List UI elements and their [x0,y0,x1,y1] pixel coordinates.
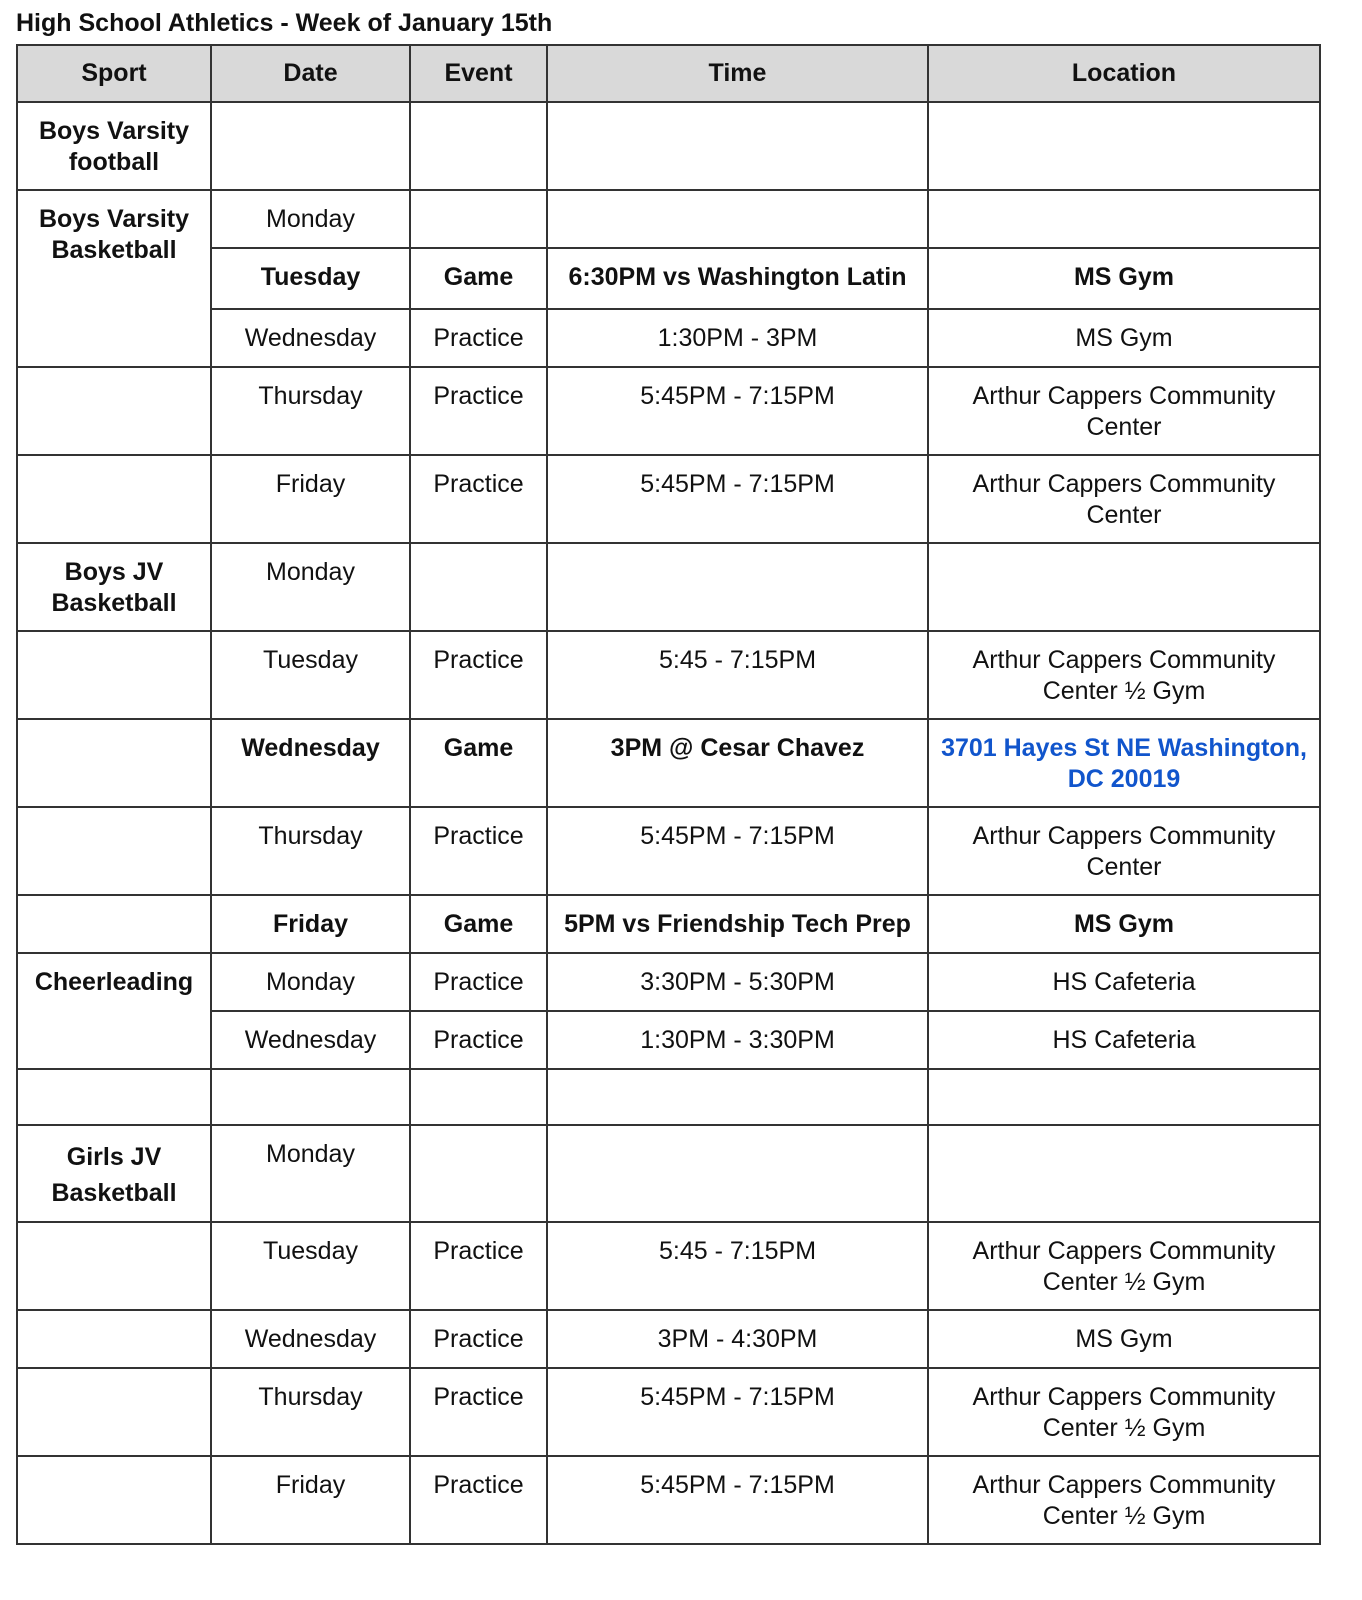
table-row [17,953,1320,1011]
location-cell [928,543,1320,631]
table-row [17,1222,1320,1310]
time-cell [547,190,928,248]
header-row [17,45,1320,102]
location-cell: Arthur Cappers Community Center [928,807,1320,895]
event-cell: Practice [410,367,547,455]
location-cell: MS Gym [928,895,1320,953]
page-title: High School Athletics - Week of January 15th [16,9,553,37]
sport-cell: Boys Varsity football [17,102,211,190]
time-cell: 5:45 - 7:15PM [547,631,928,719]
date-cell: Friday [211,895,410,953]
table-row [17,543,1320,631]
location-cell: Arthur Cappers Community Center ½ Gym [928,1368,1320,1456]
location-cell: Arthur Cappers Community Center ½ Gym [928,1456,1320,1544]
table-row [17,1310,1320,1368]
location-cell: MS Gym [928,309,1320,367]
sport-cell [17,367,211,455]
time-cell: 3PM - 4:30PM [547,1310,928,1368]
sport-cell: Boys Varsity Basketball [17,190,211,367]
location-cell: Arthur Cappers Community Center [928,367,1320,455]
location-cell: Arthur Cappers Community Center ½ Gym [928,1222,1320,1310]
event-cell: Practice [410,953,547,1011]
date-cell: Thursday [211,807,410,895]
time-cell [547,1069,928,1125]
date-cell: Thursday [211,1368,410,1456]
time-cell: 5:45PM - 7:15PM [547,455,928,543]
sport-cell [17,455,211,543]
event-cell [410,1069,547,1125]
event-cell: Game [410,895,547,953]
table-row [17,895,1320,953]
table-row [17,1456,1320,1544]
time-cell: 5:45PM - 7:15PM [547,367,928,455]
table-row [17,248,1320,309]
location-cell: MS Gym [928,248,1320,309]
date-cell: Wednesday [211,309,410,367]
table-row [17,190,1320,248]
sport-cell [17,807,211,895]
location-cell [928,1125,1320,1222]
column-header-date: Date [211,45,410,102]
date-cell: Tuesday [211,631,410,719]
time-cell [547,102,928,190]
time-cell: 3:30PM - 5:30PM [547,953,928,1011]
table-row [17,631,1320,719]
column-header-event: Event [410,45,547,102]
location-cell: HS Cafeteria [928,953,1320,1011]
location-cell [928,190,1320,248]
sport-cell [17,1456,211,1544]
time-cell: 6:30PM vs Washington Latin [547,248,928,309]
date-cell: Tuesday [211,248,410,309]
location-cell [928,102,1320,190]
time-cell [547,543,928,631]
table-row [17,1011,1320,1069]
table-row [17,1125,1320,1222]
location-address-link[interactable]: 3701 Hayes St NE Washington, DC 20019 [928,719,1320,807]
location-cell: HS Cafeteria [928,1011,1320,1069]
location-cell: Arthur Cappers Community Center ½ Gym [928,631,1320,719]
date-cell: Friday [211,1456,410,1544]
time-cell: 5PM vs Friendship Tech Prep [547,895,928,953]
sport-cell [17,895,211,953]
date-cell: Wednesday [211,1310,410,1368]
event-cell: Practice [410,1222,547,1310]
sport-cell: Cheerleading [17,953,211,1069]
column-header-sport: Sport [17,45,211,102]
time-cell: 5:45PM - 7:15PM [547,1456,928,1544]
date-cell: Monday [211,190,410,248]
table-row [17,367,1320,455]
table-row [17,309,1320,367]
sport-cell [17,719,211,807]
event-cell: Practice [410,807,547,895]
event-cell: Practice [410,1456,547,1544]
date-cell: Monday [211,543,410,631]
event-cell: Practice [410,631,547,719]
date-cell [211,1069,410,1125]
column-header-time: Time [547,45,928,102]
event-cell: Practice [410,455,547,543]
event-cell: Practice [410,1011,547,1069]
event-cell: Game [410,719,547,807]
sport-cell [17,1222,211,1310]
time-cell: 5:45PM - 7:15PM [547,807,928,895]
date-cell: Wednesday [211,719,410,807]
table-row [17,719,1320,807]
sport-cell [17,631,211,719]
date-cell: Monday [211,1125,410,1222]
event-cell: Practice [410,1310,547,1368]
location-cell: Arthur Cappers Community Center [928,455,1320,543]
event-cell [410,543,547,631]
event-cell [410,102,547,190]
schedule-table [16,44,1321,1545]
table-row [17,807,1320,895]
time-cell [547,1125,928,1222]
event-cell: Practice [410,309,547,367]
date-cell: Thursday [211,367,410,455]
location-cell: MS Gym [928,1310,1320,1368]
location-cell [928,1069,1320,1125]
date-cell [211,102,410,190]
time-cell: 3PM @ Cesar Chavez [547,719,928,807]
date-cell: Friday [211,455,410,543]
event-cell: Practice [410,1368,547,1456]
table-row [17,102,1320,190]
sport-cell [17,1368,211,1456]
date-cell: Tuesday [211,1222,410,1310]
table-row [17,455,1320,543]
event-cell [410,1125,547,1222]
event-cell: Game [410,248,547,309]
time-cell: 1:30PM - 3:30PM [547,1011,928,1069]
sport-cell [17,1310,211,1368]
table-row [17,1069,1320,1125]
date-cell: Monday [211,953,410,1011]
column-header-location: Location [928,45,1320,102]
time-cell: 1:30PM - 3PM [547,309,928,367]
time-cell: 5:45 - 7:15PM [547,1222,928,1310]
time-cell: 5:45PM - 7:15PM [547,1368,928,1456]
sport-cell: Girls JV Basketball [17,1125,211,1222]
table-row [17,1368,1320,1456]
date-cell: Wednesday [211,1011,410,1069]
event-cell [410,190,547,248]
sport-cell: Boys JV Basketball [17,543,211,631]
sport-cell [17,1069,211,1125]
